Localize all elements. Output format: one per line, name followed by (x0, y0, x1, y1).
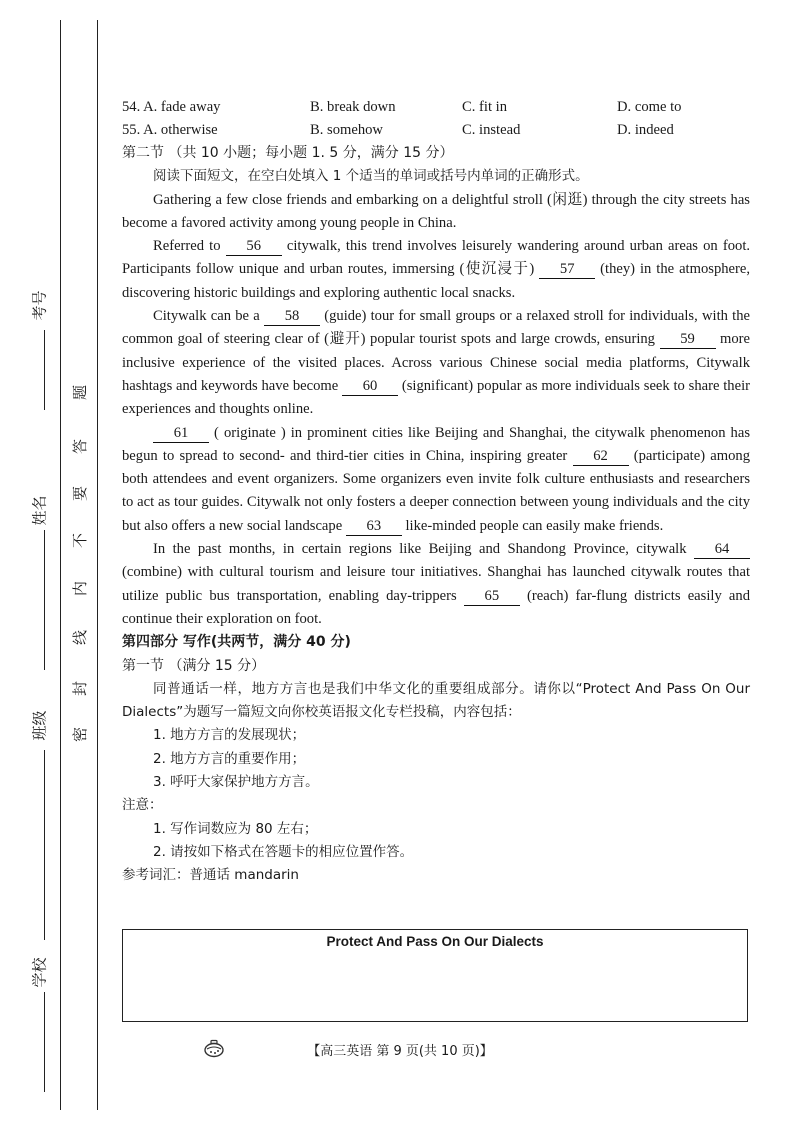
passage-paragraph-4 (122, 422, 750, 538)
text: like-minded people can easily make friends. (405, 517, 664, 534)
seal-char: 密 (71, 726, 90, 743)
seal-char: 不 (71, 532, 90, 549)
text: (combine) with cultural tourism and leisure tour initiatives. Shanghai has launched citywalk routes that utilize public bus transportation, enabling day-trippers (122, 564, 750, 604)
answer-box[interactable] (122, 929, 748, 1022)
seal-char: 要 (71, 485, 90, 502)
passage-paragraph-5 (122, 538, 750, 631)
option-a: 54. A. fade away (122, 99, 221, 115)
option-b: B. break down (310, 99, 396, 115)
question-55-options (122, 119, 750, 142)
note-item: 1. 写作词数应为 80 左右； (153, 820, 318, 837)
blank-64[interactable]: 64 (694, 540, 750, 559)
text: (reach) far-flung districts easily and continue their exploration on foot. (122, 587, 751, 627)
part4-section1-heading: 第一节 （满分 15 分） (122, 657, 266, 674)
blank-62[interactable]: 62 (573, 447, 629, 466)
blank-60[interactable]: 60 (342, 377, 398, 396)
section2-instruction: 阅读下面短文，在空白处填入 1 个适当的单词或括号内单词的正确形式。 (153, 168, 589, 185)
margin-field-name (44, 530, 45, 670)
text: In the past months, in certain regions like Beijing and Shandong Province, citywalk (153, 541, 687, 558)
text: (participate) among both attendees and event organizers. Some organizers even invite folk culture enthusiasts and researchers to act as tour guides. Citywalk not only fosters a deeper connection between young individuals and the city but also offers a new social landscape (122, 447, 751, 534)
option-d: D. come to (617, 99, 682, 115)
page-content (122, 96, 750, 888)
option-b: B. somehow (310, 122, 383, 138)
margin-field-exam-no (44, 330, 45, 410)
prompt-item: 2. 地方方言的重要作用； (153, 750, 306, 767)
seal-char: 答 (71, 438, 90, 455)
blank-58[interactable]: 58 (264, 307, 320, 326)
blank-59[interactable]: 59 (660, 330, 716, 349)
seal-char: 题 (71, 384, 90, 401)
text: more inclusive experience of the visited places. Across various Chinese social media platforms, Citywalk hashtags and keywords have become (122, 331, 751, 394)
blank-63[interactable]: 63 (346, 517, 402, 536)
blank-65[interactable]: 65 (464, 587, 520, 606)
part4-heading: 第四部分 写作(共两节，满分 40 分) (122, 634, 351, 651)
margin-field-class (44, 750, 45, 940)
text: ( originate ) in prominent cities like Beijing and Shanghai, the citywalk phenomenon has begun to spread to second- and third-tier cities in China, inspiring greater (122, 424, 750, 464)
seal-char: 封 (71, 680, 90, 697)
answer-box-title: Protect And Pass On Our Dialects (326, 934, 544, 949)
prompt-item: 1. 地方方言的发展现状； (153, 727, 306, 744)
blank-56[interactable]: 56 (226, 237, 282, 256)
text: citywalk, this trend involves leisurely wandering around urban areas on foot. Participants follow unique and urban routes, immersing (使沉浸于) (122, 238, 751, 278)
option-c: C. instead (462, 122, 521, 138)
prompt-item: 3. 呼吁大家保护地方方言。 (153, 774, 319, 791)
reference-vocab: 参考词汇：普通话 mandarin (122, 867, 299, 884)
option-a: 55. A. otherwise (122, 122, 218, 138)
blank-61[interactable]: 61 (153, 424, 209, 443)
text: (they) in the atmosphere, discovering historic buildings and exploring authentic local snacks. (122, 261, 750, 301)
margin-label-name: 姓名 (30, 495, 49, 526)
text: (significant) popular as more individuals seek to share their experiences and thoughts online. (122, 377, 750, 418)
passage-paragraph-3 (122, 305, 750, 421)
binding-line-inner (97, 20, 98, 1110)
binding-line-outer (60, 20, 61, 1110)
note-label: 注意： (122, 797, 163, 814)
writing-prompt: 同普通话一样，地方方言也是我们中华文化的重要组成部分。请你以“Protect And Pass On Our Dialects”为题写一篇短文向你校英语报文化专栏投稿，内容包括： (122, 680, 750, 721)
option-c: C. fit in (462, 99, 507, 115)
section2-heading: 第二节 （共 10 小题；每小题 1. 5 分，满分 15 分） (122, 145, 454, 161)
margin-label-exam-no: 考号 (30, 290, 49, 321)
text: Referred to (153, 238, 221, 255)
text: Citywalk can be a (153, 308, 260, 325)
margin-label-class: 班级 (30, 710, 49, 741)
blank-57[interactable]: 57 (539, 260, 595, 279)
note-item: 2. 请按如下格式在答题卡的相应位置作答。 (153, 843, 414, 860)
question-54-options (122, 96, 750, 119)
margin-label-school: 学校 (30, 957, 49, 988)
page-footer: 【高三英语 第 9 页(共 10 页)】 (307, 1044, 493, 1059)
passage-paragraph-2 (122, 235, 750, 305)
text: (guide) tour for small groups or a relaxed stroll for individuals, with the common goal of steering clear of (避开) popular tourist spots and large crowds, ensuring (122, 308, 750, 348)
seal-char: 内 (71, 580, 90, 597)
seal-char: 线 (71, 629, 90, 646)
option-d: D. indeed (617, 122, 674, 138)
passage-paragraph-1: Gathering a few close friends and embarking on a delightful stroll (闲逛) through the city streets has become a favored activity among young people in China. (122, 191, 750, 231)
